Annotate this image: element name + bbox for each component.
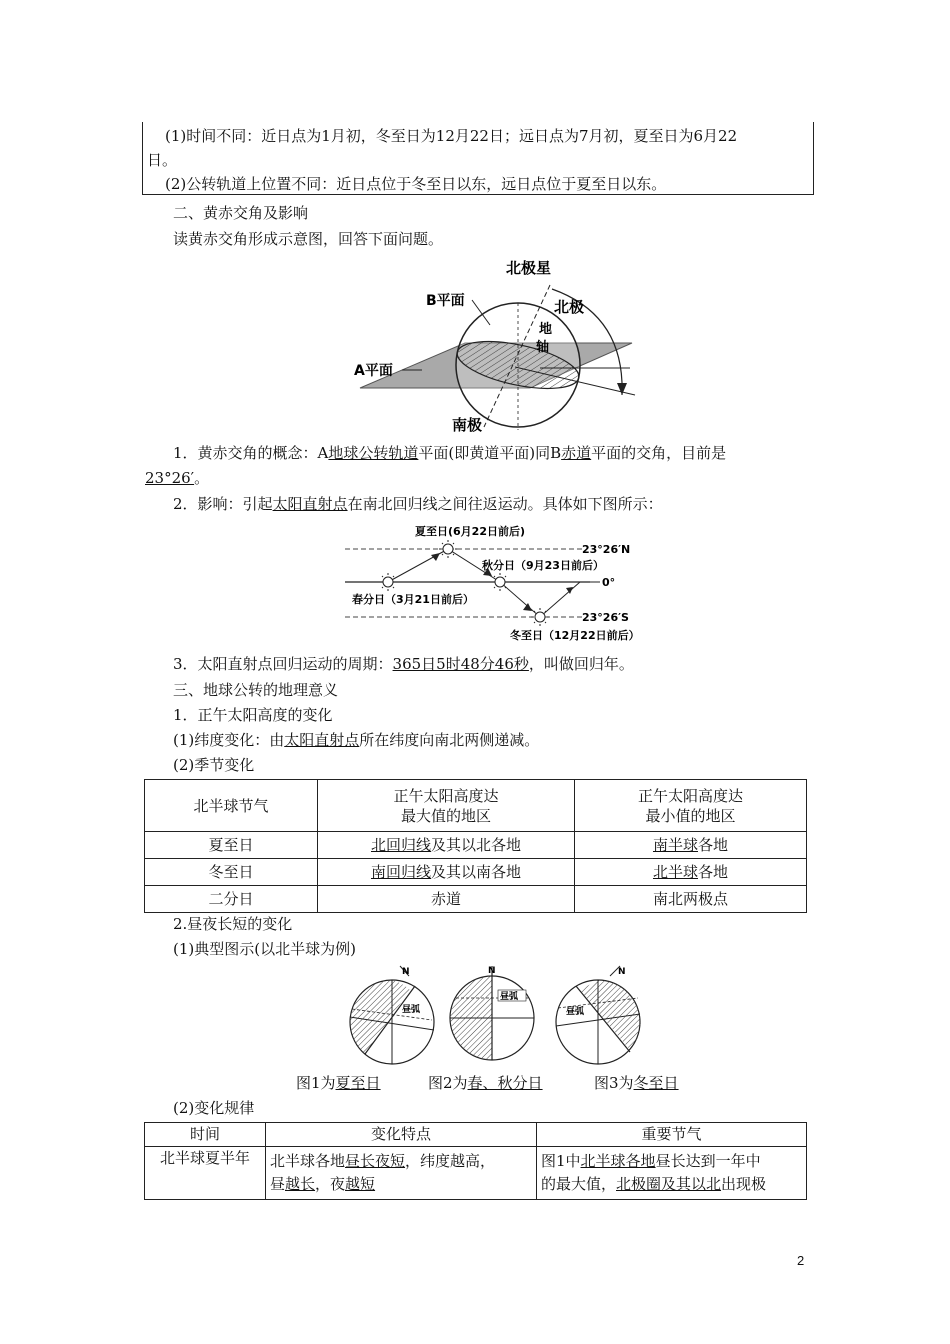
table2-cell: 北半球各地昼长夜短，纬度越高， 昼越长，夜越短 bbox=[266, 1147, 537, 1200]
spring-equinox-label: 春分日（3月21日前后） bbox=[352, 593, 474, 606]
note-line-2: 日。 bbox=[147, 151, 178, 169]
table1-cell: 北半球各地 bbox=[575, 859, 807, 886]
table1-cell: 赤道 bbox=[318, 886, 575, 913]
section-2-heading: 二、黄赤交角及影响 bbox=[173, 204, 309, 222]
arrow-3 bbox=[523, 603, 532, 611]
winter-solstice-label: 冬至日（12月22日前后） bbox=[510, 629, 640, 642]
north-label: N bbox=[488, 966, 496, 976]
table-row bbox=[145, 859, 807, 886]
table1-cell: 二分日 bbox=[145, 886, 318, 913]
obliquity-influence: 2．影响：引起太阳直射点在南北回归线之间往返运动。具体如下图所示： bbox=[173, 495, 663, 513]
axis-label-2: 轴 bbox=[536, 340, 550, 355]
day-length-table bbox=[144, 1122, 807, 1200]
day-arc-label: 昼弧 bbox=[566, 1007, 585, 1017]
table2-cell: 北半球夏半年 bbox=[145, 1147, 266, 1200]
polaris-label: 北极星 bbox=[506, 259, 552, 277]
table1-cell: 夏至日 bbox=[145, 832, 318, 859]
page-number: 2 bbox=[797, 1253, 805, 1268]
table1-header-max: 正午太阳高度达 最大值的地区 bbox=[318, 780, 575, 832]
arrow-1 bbox=[431, 553, 440, 561]
noon-altitude-table bbox=[144, 779, 807, 913]
b-plane-label: B平面 bbox=[426, 293, 465, 309]
noon-sun-heading: 1．正午太阳高度的变化 bbox=[173, 706, 333, 724]
table-row bbox=[145, 1147, 807, 1200]
summer-solstice-label: 夏至日(6月22日前后) bbox=[415, 525, 526, 538]
north-label: N bbox=[402, 967, 410, 977]
north-pole-label: 北极 bbox=[554, 298, 585, 316]
tropical-year: 3．太阳直射点回归运动的周期：365日5时48分46秒，叫做回归年。 bbox=[173, 655, 634, 673]
table1-cell: 北回归线及其以北各地 bbox=[318, 832, 575, 859]
caption-figure-2: 图2为春、秋分日 bbox=[428, 1074, 543, 1092]
note-line-1: (1)时间不同：近日点为1月初，冬至日为12月22日；远日点为7月初，夏至日为6月22 bbox=[165, 127, 738, 145]
day-length-heading: 2.昼夜长短的变化 bbox=[173, 915, 293, 933]
typical-figure-heading: (1)典型图示(以北半球为例) bbox=[173, 940, 356, 958]
table2-header-term: 重要节气 bbox=[537, 1123, 807, 1147]
table1-cell: 冬至日 bbox=[145, 859, 318, 886]
globe-winter bbox=[556, 966, 641, 1064]
table1-cell: 南半球各地 bbox=[575, 832, 807, 859]
season-change-heading: (2)季节变化 bbox=[173, 756, 255, 774]
day-arc-label: 昼弧 bbox=[500, 992, 519, 1002]
globe-equinox bbox=[450, 966, 534, 1060]
table-row bbox=[145, 832, 807, 859]
obliquity-diagram bbox=[340, 255, 650, 435]
tropic-north-label: 23°26′N bbox=[582, 543, 631, 556]
latitude-change: (1)纬度变化：由太阳直射点所在纬度向南北两侧递减。 bbox=[173, 731, 540, 749]
caption-figure-1: 图1为夏至日 bbox=[296, 1074, 381, 1092]
table1-cell: 南北两极点 bbox=[575, 886, 807, 913]
section-2-intro: 读黄赤交角形成示意图，回答下面问题。 bbox=[173, 230, 444, 248]
table2-header-time: 时间 bbox=[145, 1123, 266, 1147]
table-row bbox=[145, 886, 807, 913]
subsolar-migration-diagram bbox=[340, 518, 640, 646]
change-rule-heading: (2)变化规律 bbox=[173, 1099, 255, 1117]
obliquity-value: 23°26′。 bbox=[145, 469, 210, 487]
table2-cell: 图1中北半球各地昼长达到一年中 的最大值，北极圈及其以北出现极 bbox=[537, 1147, 807, 1200]
south-pole-label: 南极 bbox=[452, 416, 483, 434]
equator-label: 0° bbox=[602, 576, 616, 589]
table1-cell: 南回归线及其以南各地 bbox=[318, 859, 575, 886]
note-line-3: (2)公转轨道上位置不同：近日点位于冬至日以东，远日点位于夏至日以东。 bbox=[165, 175, 667, 193]
autumn-equinox-label: 秋分日（9月23日前后） bbox=[482, 559, 604, 572]
day-night-globes bbox=[340, 962, 650, 1066]
section-3-heading: 三、地球公转的地理意义 bbox=[173, 681, 339, 699]
caption-figure-3: 图3为冬至日 bbox=[594, 1074, 679, 1092]
day-arc-label: 昼弧 bbox=[402, 1005, 421, 1015]
globe-summer bbox=[350, 966, 434, 1064]
table1-header-season: 北半球节气 bbox=[145, 780, 318, 832]
a-plane-label: A平面 bbox=[354, 363, 393, 379]
obliquity-concept: 1．黄赤交角的概念：A地球公转轨道平面(即黄道平面)同B赤道平面的交角，目前是 bbox=[173, 444, 727, 462]
north-label: N bbox=[618, 967, 626, 977]
table2-header-feature: 变化特点 bbox=[266, 1123, 537, 1147]
tropic-south-label: 23°26′S bbox=[582, 611, 629, 624]
axis-label-1: 地 bbox=[539, 322, 553, 337]
table1-header-min: 正午太阳高度达 最小值的地区 bbox=[575, 780, 807, 832]
